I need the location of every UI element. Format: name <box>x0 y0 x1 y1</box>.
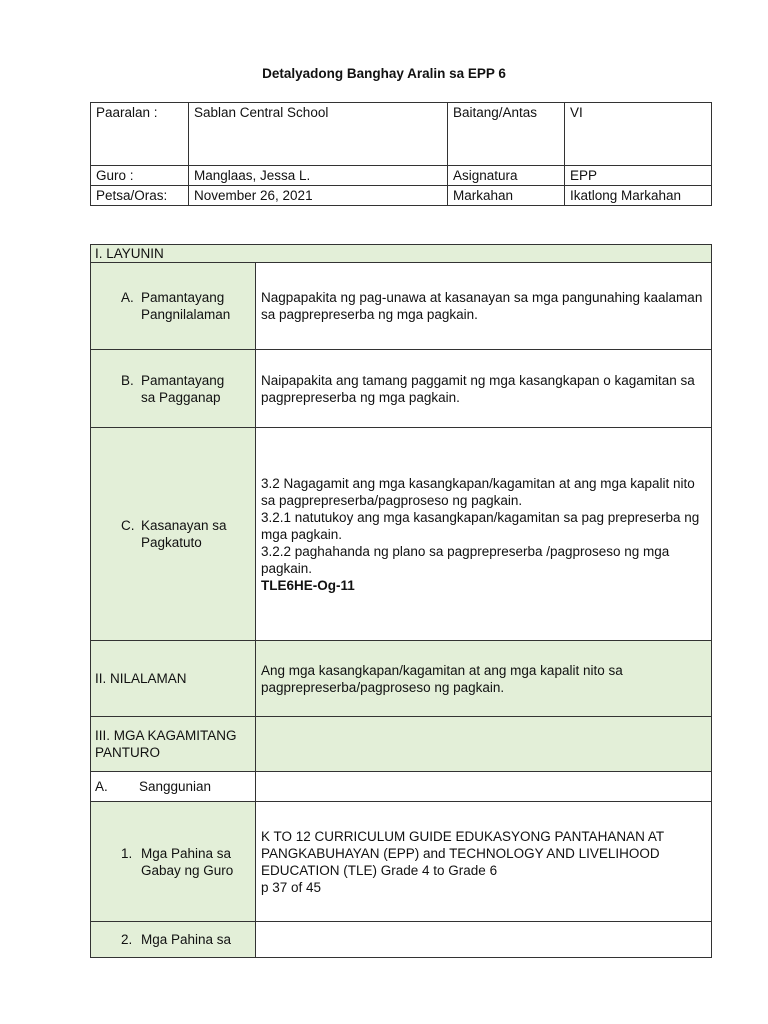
subject-value: EPP <box>565 166 712 186</box>
row-gabay-guro-content <box>256 802 712 922</box>
label-line: Pagkatuto <box>141 535 202 550</box>
date-label: Petsa/Oras: <box>91 186 189 206</box>
lesson-plan-table <box>90 244 712 958</box>
row-kagamitan-label: III. MGA KAGAMITANG PANTURO <box>91 717 256 772</box>
grade-label: Baitang/Antas <box>448 103 565 166</box>
grade-value: VI <box>565 103 712 166</box>
label-line: Sanggunian <box>139 779 212 794</box>
row-pamantayang-pangnilalaman-content: Nagpapakita ng pag-unawa at kasanayan sa mga pangunahing kaalaman sa pagprepreserba ng mga pagkain. <box>256 263 712 350</box>
section-layunin: I. LAYUNIN <box>91 245 712 263</box>
page-title: Detalyadong Banghay Aralin sa EPP 6 <box>262 66 506 81</box>
row-gabay-guro-label <box>91 802 256 922</box>
subject-label: Asignatura <box>448 166 565 186</box>
date-value: November 26, 2021 <box>189 186 448 206</box>
label-line: Pamantayang <box>141 372 225 388</box>
row-pamantayang-pangnilalaman-label <box>91 263 256 350</box>
quarter-value: Ikatlong Markahan <box>565 186 712 206</box>
label-line: Gabay ng Guro <box>141 862 234 878</box>
item-mark: 2. <box>121 932 133 947</box>
row-kagamitan-content <box>256 717 712 772</box>
item-mark: B. <box>121 372 134 388</box>
info-table <box>90 102 712 206</box>
kasanayan-line: 3.2.1 natutukoy ang mga kasangkapan/kagamitan sa pag prepreserba ng mga pagkain. <box>261 509 700 542</box>
kasanayan-line: 3.2 Nagagamit ang mga kasangkapan/kagamitan at ang mga kapalit nito sa pagprepreserba/pagproseso ng pagkain. <box>261 475 695 508</box>
teacher-label: Guro : <box>91 166 189 186</box>
kasanayan-line: 3.2.2 paghahanda ng plano sa pagprepreserba /pagproseso ng mga pagkain. <box>261 543 670 576</box>
competency-code: TLE6HE-Og-11 <box>261 577 355 593</box>
row-nilalaman-content: Ang mga kasangkapan/kagamitan at ang mga kapalit nito sa pagprepreserba/pagproseso ng pagkain. <box>256 641 712 717</box>
row-kasanayan-label <box>91 428 256 641</box>
row-pamantayang-pagganap-label <box>91 350 256 428</box>
item-mark: 1. <box>121 845 133 861</box>
school-value: Sablan Central School <box>189 103 448 166</box>
quarter-label: Markahan <box>448 186 565 206</box>
label-line: Mga Pahina sa <box>141 932 232 947</box>
row-sanggunian-label <box>91 772 256 802</box>
teacher-value: Manglaas, Jessa L. <box>189 166 448 186</box>
reference-line: K TO 12 CURRICULUM GUIDE EDUKASYONG PANTAHANAN AT PANGKABUHAYAN (EPP) and TECHNOLOGY AND LIVELIHOOD EDUCATION (TLE) Grade 4 to Grade 6 <box>261 828 664 878</box>
row-kasanayan-content <box>256 428 712 641</box>
label-line: Pamantayang <box>141 290 225 305</box>
item-mark: C. <box>121 518 135 533</box>
reference-page: p 37 of 45 <box>261 879 322 895</box>
item-mark: A. <box>95 779 108 794</box>
label-line: Kasanayan sa <box>141 518 227 533</box>
row-pamantayang-pagganap-content: Naipapakita ang tamang paggamit ng mga kasangkapan o kagamitan sa pagprepreserba ng mga pagkain. <box>256 350 712 428</box>
row-sanggunian-content <box>256 772 712 802</box>
item-mark: A. <box>121 290 134 305</box>
label-line: sa Pagganap <box>141 389 221 405</box>
label-line: Pangnilalaman <box>141 307 231 322</box>
school-label: Paaralan : <box>91 103 189 166</box>
row-item2-label <box>91 922 256 958</box>
row-nilalaman-label: II. NILALAMAN <box>91 641 256 717</box>
label-line: Mga Pahina sa <box>141 845 232 861</box>
row-item2-content <box>256 922 712 958</box>
